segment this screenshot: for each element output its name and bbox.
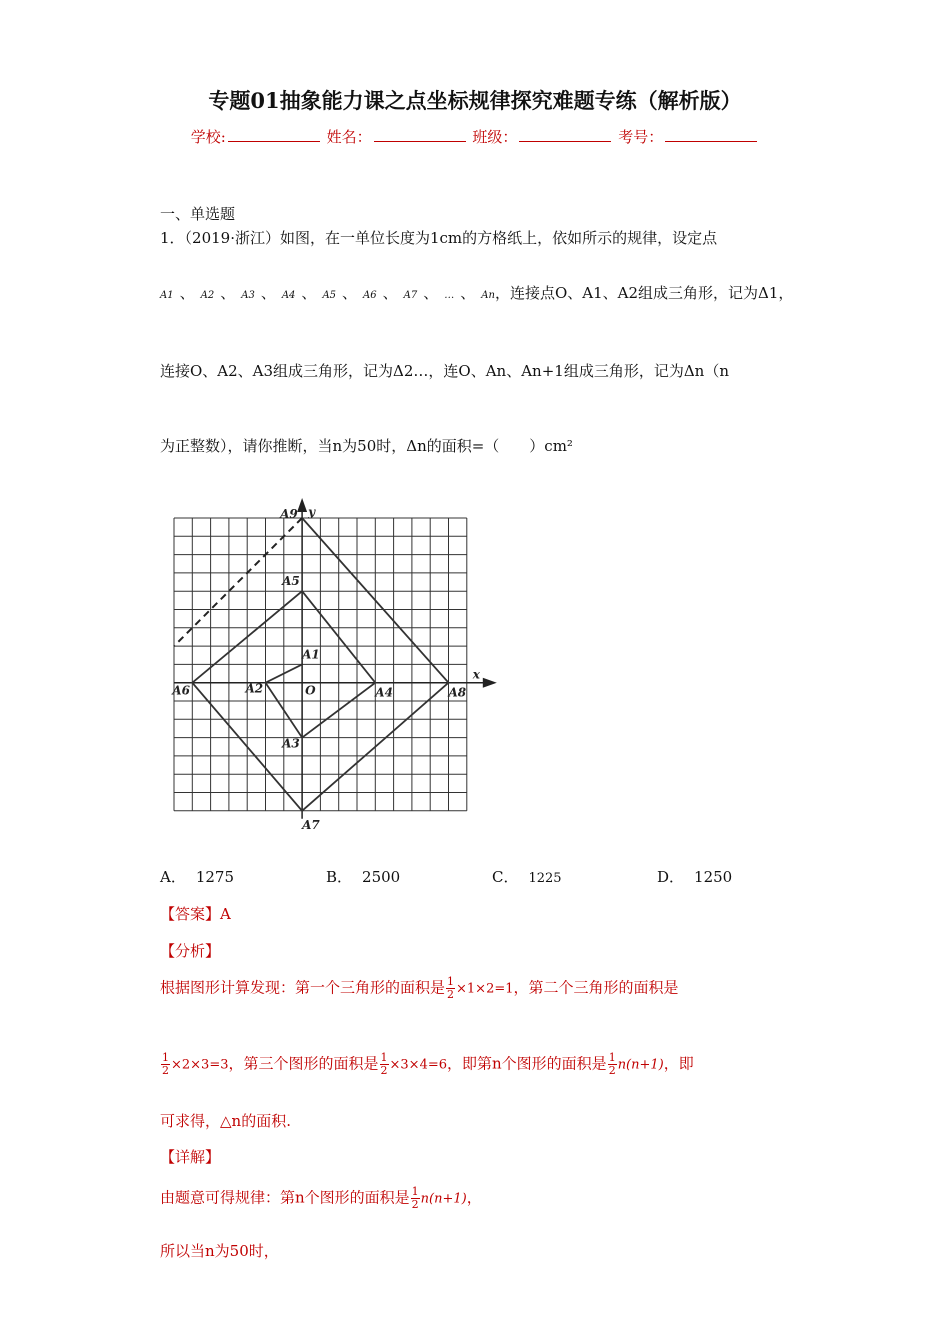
point-label: A4: [281, 290, 296, 301]
option-b[interactable]: [326, 866, 400, 887]
question-line-2-tail: ，连接点O、A1、A2组成三角形，记为Δ1，: [494, 284, 794, 302]
x-axis-arrow: [483, 678, 497, 688]
frac-num: 1: [447, 975, 455, 988]
analysis-line-3: 可求得，△n的面积.: [160, 1112, 291, 1130]
detail-expr-1: n(n+1): [420, 1191, 467, 1207]
analysis-expr-2: ×2×3=3: [171, 1057, 229, 1073]
coordinate-figure: [160, 495, 500, 839]
label-a8: A8: [448, 685, 467, 700]
point-label: A5: [322, 290, 337, 301]
separator: 、: [423, 284, 439, 302]
separator: 、: [342, 284, 358, 302]
answer-label: 【答案】: [160, 905, 221, 923]
label-a5: A5: [282, 574, 300, 589]
fraction-half: [446, 976, 455, 1001]
point-label: A1: [160, 290, 174, 301]
label-x: x: [472, 667, 480, 682]
frac-num: 1: [411, 1185, 419, 1198]
name-label: 姓名：: [326, 128, 372, 146]
option-d-value: 1250: [694, 868, 733, 886]
label-a6: A6: [172, 683, 190, 698]
answer-line: [160, 903, 231, 924]
number-label: 考号：: [618, 128, 664, 146]
frac-den: 2: [162, 1064, 169, 1077]
analysis-text-2a: ，第三个图形的面积是: [228, 1054, 379, 1073]
analysis-line-1: [160, 976, 679, 1001]
label-a4: A4: [375, 685, 393, 700]
analysis-expr-4: n(n+1): [617, 1057, 664, 1073]
question-line-4: 为正整数），请你推断，当n为50时，Δn的面积=（ ）cm²: [160, 437, 573, 455]
question-line-2: [160, 282, 793, 303]
separator: 、: [220, 284, 236, 302]
frac-den: 2: [447, 988, 455, 1001]
option-b-value: 2500: [362, 868, 401, 886]
section-heading: 一、单选题: [160, 205, 236, 223]
option-d[interactable]: [657, 866, 732, 887]
analysis-line-2: [160, 1052, 694, 1077]
frac-den: 2: [411, 1198, 419, 1211]
frac-num: 1: [162, 1051, 169, 1064]
label-a7: A7: [302, 817, 320, 832]
frac-den: 2: [608, 1064, 616, 1077]
option-c-key: C．: [492, 868, 519, 886]
frac-num: 1: [380, 1051, 388, 1064]
page-title: 专题01抽象能力课之点坐标规律探究难题专练（解析版）: [208, 88, 742, 113]
point-label: A3: [241, 290, 255, 301]
class-blank: [519, 127, 611, 142]
option-a-key: A．: [160, 868, 186, 886]
separator: 、: [301, 284, 317, 302]
analysis-expr-3: ×3×4=6: [389, 1057, 448, 1073]
school-label: 学校:: [190, 128, 226, 146]
detail-line-2: 所以当n为50时，: [160, 1242, 279, 1260]
label-a2: A2: [245, 681, 264, 696]
point-label: …: [444, 290, 455, 301]
question-line-1: 1．（2019·浙江）如图，在一单位长度为1cm的方格纸上，依如所示的规律，设定点: [160, 229, 718, 247]
y-axis-arrow: [297, 498, 307, 512]
analysis-expr-1: ×1×2=1: [456, 981, 514, 997]
fraction-half: [380, 1052, 389, 1077]
separator: 、: [260, 284, 276, 302]
separator: 、: [460, 284, 476, 302]
detail-label: 【详解】: [160, 1148, 221, 1166]
option-b-key: B．: [326, 868, 353, 886]
option-c-value: 1225: [528, 871, 562, 886]
option-a-value: 1275: [195, 868, 235, 886]
detail-text-1b: ，: [466, 1188, 482, 1207]
label-a3: A3: [282, 736, 300, 751]
separator: 、: [382, 284, 398, 302]
analysis-text-1b: ，第二个三角形的面积是: [513, 978, 679, 997]
grid-figure-svg: [160, 495, 500, 835]
point-label: A6: [363, 290, 377, 301]
detail-line-1: [160, 1186, 482, 1211]
analysis-label: 【分析】: [160, 942, 221, 960]
point-label: A7: [403, 290, 418, 301]
point-label: An: [481, 290, 495, 301]
fraction-half: [161, 1052, 170, 1077]
name-blank: [374, 127, 466, 142]
option-d-key: D．: [657, 868, 685, 886]
label-o: O: [305, 683, 316, 698]
separator: 、: [179, 284, 195, 302]
point-label: A2: [200, 290, 215, 301]
fraction-half: [608, 1052, 617, 1077]
analysis-text-1a: 根据图形计算发现：第一个三角形的面积是: [160, 978, 446, 997]
analysis-text-2b: ，即第n个图形的面积是: [447, 1054, 607, 1073]
analysis-text-2c: ，即: [663, 1054, 694, 1073]
detail-text-1a: 由题意可得规律：第n个图形的面积是: [160, 1188, 410, 1207]
question-line-3: 连接O、A2、A3组成三角形，记为Δ2…，连O、An、An+1组成三角形，记为Δn（n: [160, 362, 729, 380]
fraction-half: [411, 1186, 420, 1211]
frac-den: 2: [380, 1064, 388, 1077]
class-label: 班级：: [472, 128, 518, 146]
point-sequence: [160, 284, 495, 302]
label-a1: A1: [302, 647, 320, 662]
school-blank: [228, 127, 320, 142]
label-y: y: [308, 505, 316, 519]
student-info-row: [0, 126, 950, 147]
number-blank: [665, 127, 757, 142]
option-c[interactable]: [492, 866, 562, 887]
option-a[interactable]: [160, 866, 234, 887]
label-a9: A9: [280, 507, 298, 521]
answer-value: A: [220, 905, 231, 923]
frac-num: 1: [608, 1051, 616, 1064]
